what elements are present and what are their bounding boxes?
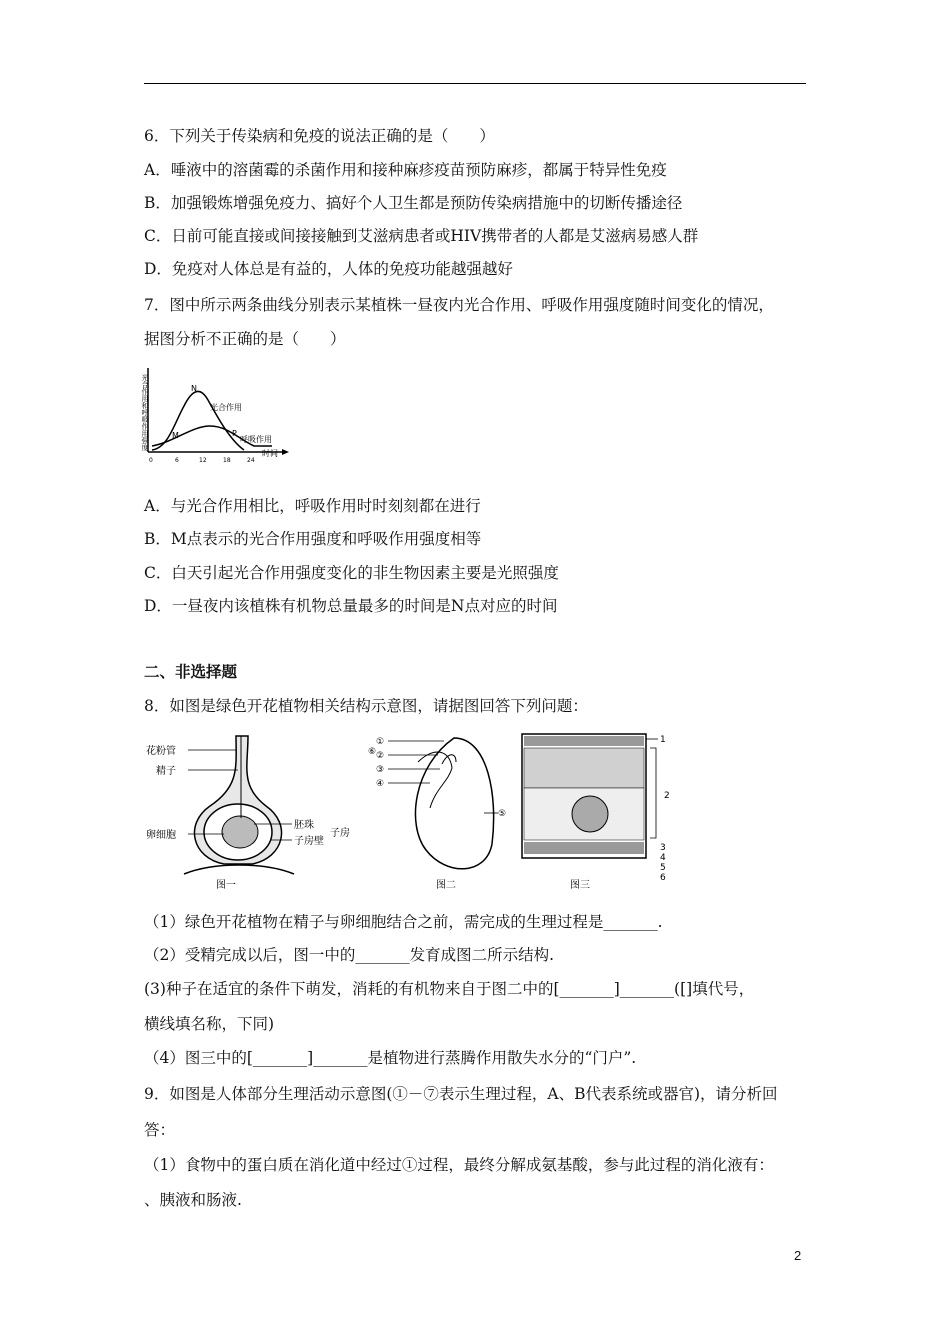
q9-part-1: （1）食物中的蛋白质在消化道中经过①过程，最终分解成氨基酸，参与此过程的消化液有：: [144, 1156, 774, 1174]
tick-6: 6: [175, 457, 179, 464]
x-axis-label: 时间: [262, 449, 278, 458]
q7-option-d: D．一昼夜内该植株有机物总量最多的时间是N点对应的时间: [144, 597, 558, 615]
marker-3: ③: [376, 765, 385, 775]
q7-option-a: A．与光合作用相比，呼吸作用时时刻刻都在进行: [144, 497, 481, 515]
x-axis-arrow: [282, 449, 289, 455]
y-axis-label: 光合作用和呼吸作用强度: [141, 374, 149, 451]
label-ovary-wall: 子房壁: [294, 836, 324, 847]
q7-stem-line1: 7．图中所示两条曲线分别表示某植株一昼夜内光合作用、呼吸作用强度随时间变化的情况，: [144, 296, 774, 314]
marker-leaf-6: 6: [660, 873, 666, 883]
caption-figure-1: 图一: [216, 880, 236, 891]
header-rule: [144, 83, 806, 84]
tick-18: 18: [223, 457, 231, 464]
marker-leaf-5: 5: [660, 863, 666, 873]
label-egg: 卵细胞: [146, 830, 176, 841]
figure-2-seed: [368, 737, 506, 891]
point-p-label: P: [232, 429, 237, 438]
q8-figures: [144, 726, 676, 896]
marker-leaf-1: 1: [660, 735, 666, 745]
respiration-label: 呼吸作用: [240, 435, 272, 444]
q8-stem: 8．如图是绿色开花植物相关结构示意图，请据图回答下列问题：: [144, 697, 588, 715]
marker-1: ①: [376, 737, 385, 747]
q6-option-d: D．免疫对人体总是有益的，人体的免疫功能越强越好: [144, 260, 513, 278]
page-number: 2: [794, 1248, 802, 1263]
q9-stem-line2: 答：: [144, 1121, 176, 1139]
q7-option-c: C．白天引起光合作用强度变化的非生物因素主要是光照强度: [144, 564, 559, 582]
q9-part-1-cont: 、胰液和肠液.: [144, 1191, 242, 1209]
tick-0: 0: [149, 457, 153, 464]
label-sperm: 精子: [156, 766, 176, 777]
marker-5: ⑤: [498, 809, 507, 819]
q6-option-b: B．加强锻炼增强免疫力、搞好个人卫生都是预防传染病措施中的切断传播途径: [144, 194, 683, 212]
marker-leaf-3: 3: [660, 843, 666, 853]
marker-leaf-2: 2: [664, 791, 670, 801]
figure-3-leaf-section: [522, 734, 670, 891]
marker-2: ②: [376, 751, 385, 761]
point-n-label: N: [191, 384, 197, 393]
q8-part-4: （4）图三中的[_______]_______是植物进行蒸腾作用散失水分的“门户”.: [144, 1049, 637, 1067]
q7-chart: [141, 360, 294, 466]
marker-leaf-4: 4: [660, 853, 666, 863]
section-title: 二、非选择题: [144, 663, 238, 681]
marker-4: ④: [376, 779, 385, 789]
photosynthesis-label: 光合作用: [210, 403, 242, 412]
q7-option-b: B．M点表示的光合作用强度和呼吸作用强度相等: [144, 530, 482, 548]
caption-figure-3: 图三: [570, 880, 590, 891]
marker-6: ⑥: [368, 747, 377, 757]
q8-part-3: (3)种子在适宜的条件下萌发，消耗的有机物来自于图二中的[_______]_______([]填代号，: [144, 980, 755, 998]
label-ovary: 子房: [330, 828, 350, 839]
q8-part-2: （2）受精完成以后，图一中的_______发育成图二所示结构.: [144, 946, 555, 964]
q8-part-1: （1）绿色开花植物在精子与卵细胞结合之前，需完成的生理过程是_______.: [144, 913, 663, 931]
q9-stem-line1: 9．如图是人体部分生理活动示意图(①－⑦表示生理过程，A、B代表系统或器官)，请分析回: [144, 1085, 778, 1103]
caption-figure-2: 图二: [436, 880, 456, 891]
label-pollen-tube: 花粉管: [146, 746, 176, 757]
q6-option-c: C．日前可能直接或间接接触到艾滋病患者或HIV携带者的人都是艾滋病易感人群: [144, 227, 699, 245]
q6-stem: 6．下列关于传染病和免疫的说法正确的是（ ）: [144, 127, 495, 145]
label-ovule: 胚珠: [294, 820, 314, 831]
q6-option-a: A．唾液中的溶菌霉的杀菌作用和接种麻疹疫苗预防麻疹，都属于特异性免疫: [144, 161, 667, 179]
tick-12: 12: [199, 457, 207, 464]
point-m-label: M: [172, 431, 179, 440]
q7-stem-line2: 据图分析不正确的是（ ）: [144, 330, 346, 348]
tick-24: 24: [247, 457, 255, 464]
figure-1-pistil: [146, 736, 350, 891]
q8-part-3-cont: 横线填名称，下同): [144, 1015, 275, 1033]
